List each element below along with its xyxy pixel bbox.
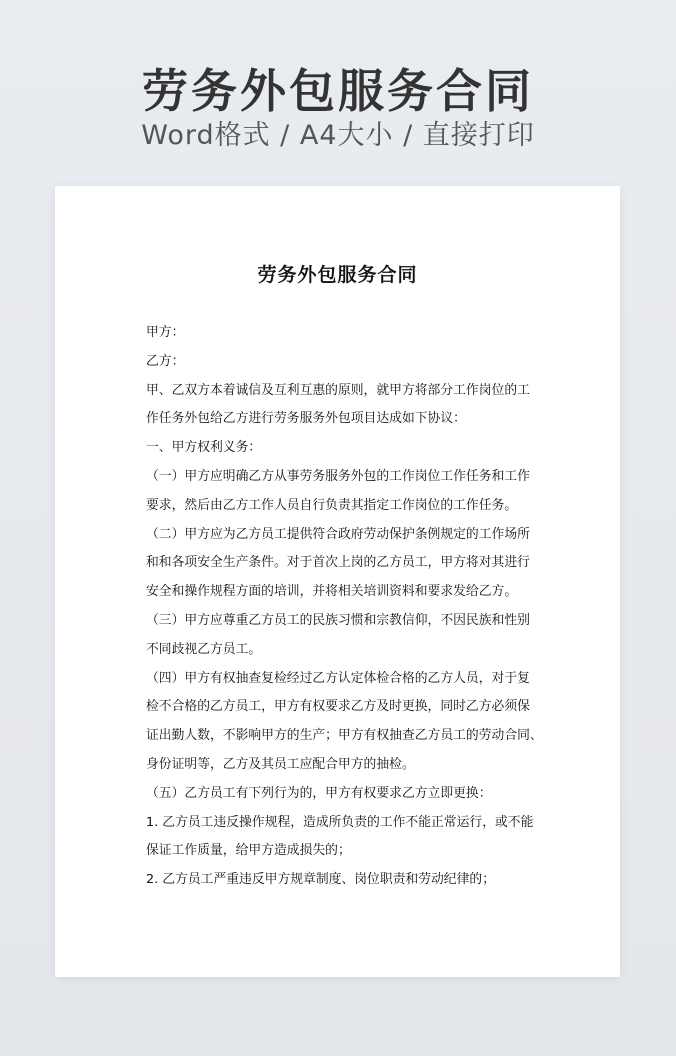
document-title: 劳务外包服务合同 <box>257 264 418 286</box>
party-a-line: 甲方： <box>146 325 185 340</box>
clause-line: 证出勤人数，不影响甲方的生产；甲方有权抽查乙方员工的劳动合同、 <box>146 728 543 744</box>
document-page <box>55 186 620 977</box>
party-b-line: 乙方： <box>146 353 185 369</box>
clause-line: 要求，然后由乙方工作人员自行负责其指定工作岗位的工作任务。 <box>146 497 518 513</box>
list-item-line: 1. 乙方员工违反操作规程，造成所负责的工作不能正常运行，或不能 <box>146 814 534 830</box>
clause-line: （一）甲方应明确乙方从事劳务服务外包的工作岗位工作任务和工作 <box>146 468 530 484</box>
clause-line: （四）甲方有权抽查复检经过乙方认定体检合格的乙方人员，对于复 <box>146 670 530 686</box>
clause-line: 身份证明等，乙方及其员工应配合甲方的抽检。 <box>146 756 415 772</box>
clause-line: 检不合格的乙方员工，甲方有权要求乙方及时更换，同时乙方必须保 <box>146 699 530 715</box>
list-item-line: 保证工作质量，给甲方造成损失的； <box>146 843 351 859</box>
clause-line: 不同歧视乙方员工。 <box>146 641 262 657</box>
clause-line: （五）乙方员工有下列行为的，甲方有权要求乙方立即更换： <box>146 785 492 801</box>
document-body <box>146 319 543 895</box>
preamble-line: 作任务外包给乙方进行劳务服务外包项目达成如下协议： <box>146 411 466 427</box>
clause-line: 安全和操作规程方面的培训，并将相关培训资料和要求发给乙方。 <box>146 584 518 600</box>
clause-line: 和和各项安全生产条件。对于首次上岗的乙方员工，甲方将对其进行 <box>146 555 530 571</box>
section-heading: 一、甲方权利义务： <box>146 440 262 456</box>
clause-line: （二）甲方应为乙方员工提供符合政府劳动保护条例规定的工作场所 <box>146 526 530 542</box>
banner-title: 劳务外包服务合同 <box>142 64 534 118</box>
banner-subtitle: Word格式 / A4大小 / 直接打印 <box>141 120 535 151</box>
clause-line: （三）甲方应尊重乙方员工的民族习惯和宗教信仰，不因民族和性别 <box>146 612 530 628</box>
list-item-line: 2. 乙方员工严重违反甲方规章制度、岗位职责和劳动纪律的； <box>146 872 495 888</box>
preamble-line: 甲、乙双方本着诚信及互利互惠的原则，就甲方将部分工作岗位的工 <box>146 382 530 398</box>
